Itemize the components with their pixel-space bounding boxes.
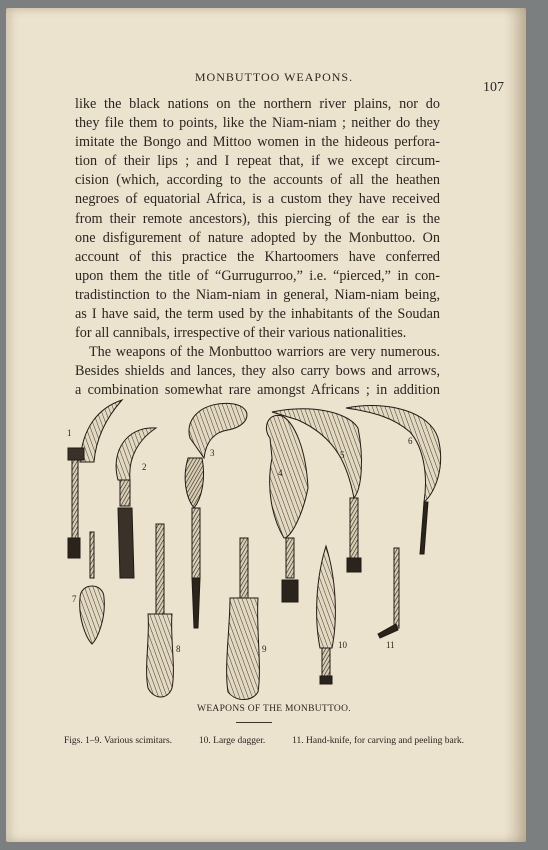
page-number: 107 [483, 80, 504, 95]
caption-rule [236, 722, 272, 723]
weapons-illustration [58, 398, 458, 708]
text-line: a combination somewhat rare amongst Africans ; in addition [75, 382, 440, 399]
text-line: one disfigurement of nature adopted by the Monbuttoo. On [75, 229, 440, 246]
figure-caption: WEAPONS OF THE MONBUTTOO. [197, 704, 351, 714]
weapon-9-scimitar [227, 538, 260, 700]
text-line: The weapons of the Monbuttoo warriors are very numerous. [89, 344, 440, 361]
legend-item: Figs. 1–9. Various scimitars. [64, 736, 173, 746]
weapon-4-scimitar [266, 415, 308, 602]
weapon-10-dagger [317, 546, 336, 684]
text-line: Besides shields and lances, they also carry bows and arrows, [75, 363, 440, 380]
text-line: imitate the Bongo and Mittoo women in the hideous perfora- [75, 134, 440, 151]
running-head: MONBUTTOO WEAPONS. [194, 70, 354, 84]
figure-number: 4 [278, 468, 283, 478]
paragraph-1 [75, 95, 440, 343]
figure-number: 1 [67, 428, 72, 438]
text-line: from their remote ancestors), this piercing of the ear is the [75, 210, 440, 227]
figure-number: 8 [176, 644, 181, 654]
text-line: tion of their lips ; and I repeat that, if we except circum- [75, 153, 440, 170]
figure-number: 5 [340, 450, 345, 460]
figure-number: 7 [72, 594, 77, 604]
text-line: tradistinction to the Niam-niam in general, Niam-niam being, [75, 286, 440, 303]
weapons-engraving [58, 398, 458, 708]
legend-item: 11. Hand-knife, for carving and peeling bark. [292, 736, 464, 746]
text-line: for all cannibals, irrespective of their various nationalities. [75, 325, 407, 342]
figure-number: 2 [142, 462, 147, 472]
weapon-3-scimitar [185, 403, 247, 628]
paragraph-2 [75, 343, 440, 400]
text-line: negroes of equatorial Africa, is a custom they have received [75, 191, 440, 208]
text-line: cision (which, according to the accounts of all the heathen [75, 172, 440, 189]
figure-number: 11 [386, 640, 395, 650]
text-line: they file them to points, like the Niam-niam ; neither do they [75, 115, 440, 132]
figure-number: 9 [262, 644, 267, 654]
legend-item: 10. Large dagger. [198, 736, 266, 746]
page-edge-shadow [504, 8, 526, 842]
weapon-8-scimitar [147, 524, 174, 697]
text-line: account of this practice the Khartoomers have conferred [75, 248, 440, 265]
figure-number: 6 [408, 436, 413, 446]
weapon-11-hand-knife [378, 548, 399, 638]
body-text [75, 95, 440, 401]
figure-number: 3 [210, 448, 215, 458]
figure-legend [64, 736, 464, 746]
weapon-1-scimitar [68, 400, 122, 558]
text-line: upon them the title of “Gurrugurroo,” i.e. “pierced,” in con- [75, 267, 440, 284]
weapon-2-scimitar [116, 428, 156, 578]
figure-number: 10 [338, 640, 347, 650]
text-line: as I have said, the term used by the inhabitants of the Soudan [75, 306, 440, 323]
weapon-7-scimitar [80, 532, 105, 644]
text-line: like the black nations on the northern river plains, nor do [75, 96, 440, 112]
